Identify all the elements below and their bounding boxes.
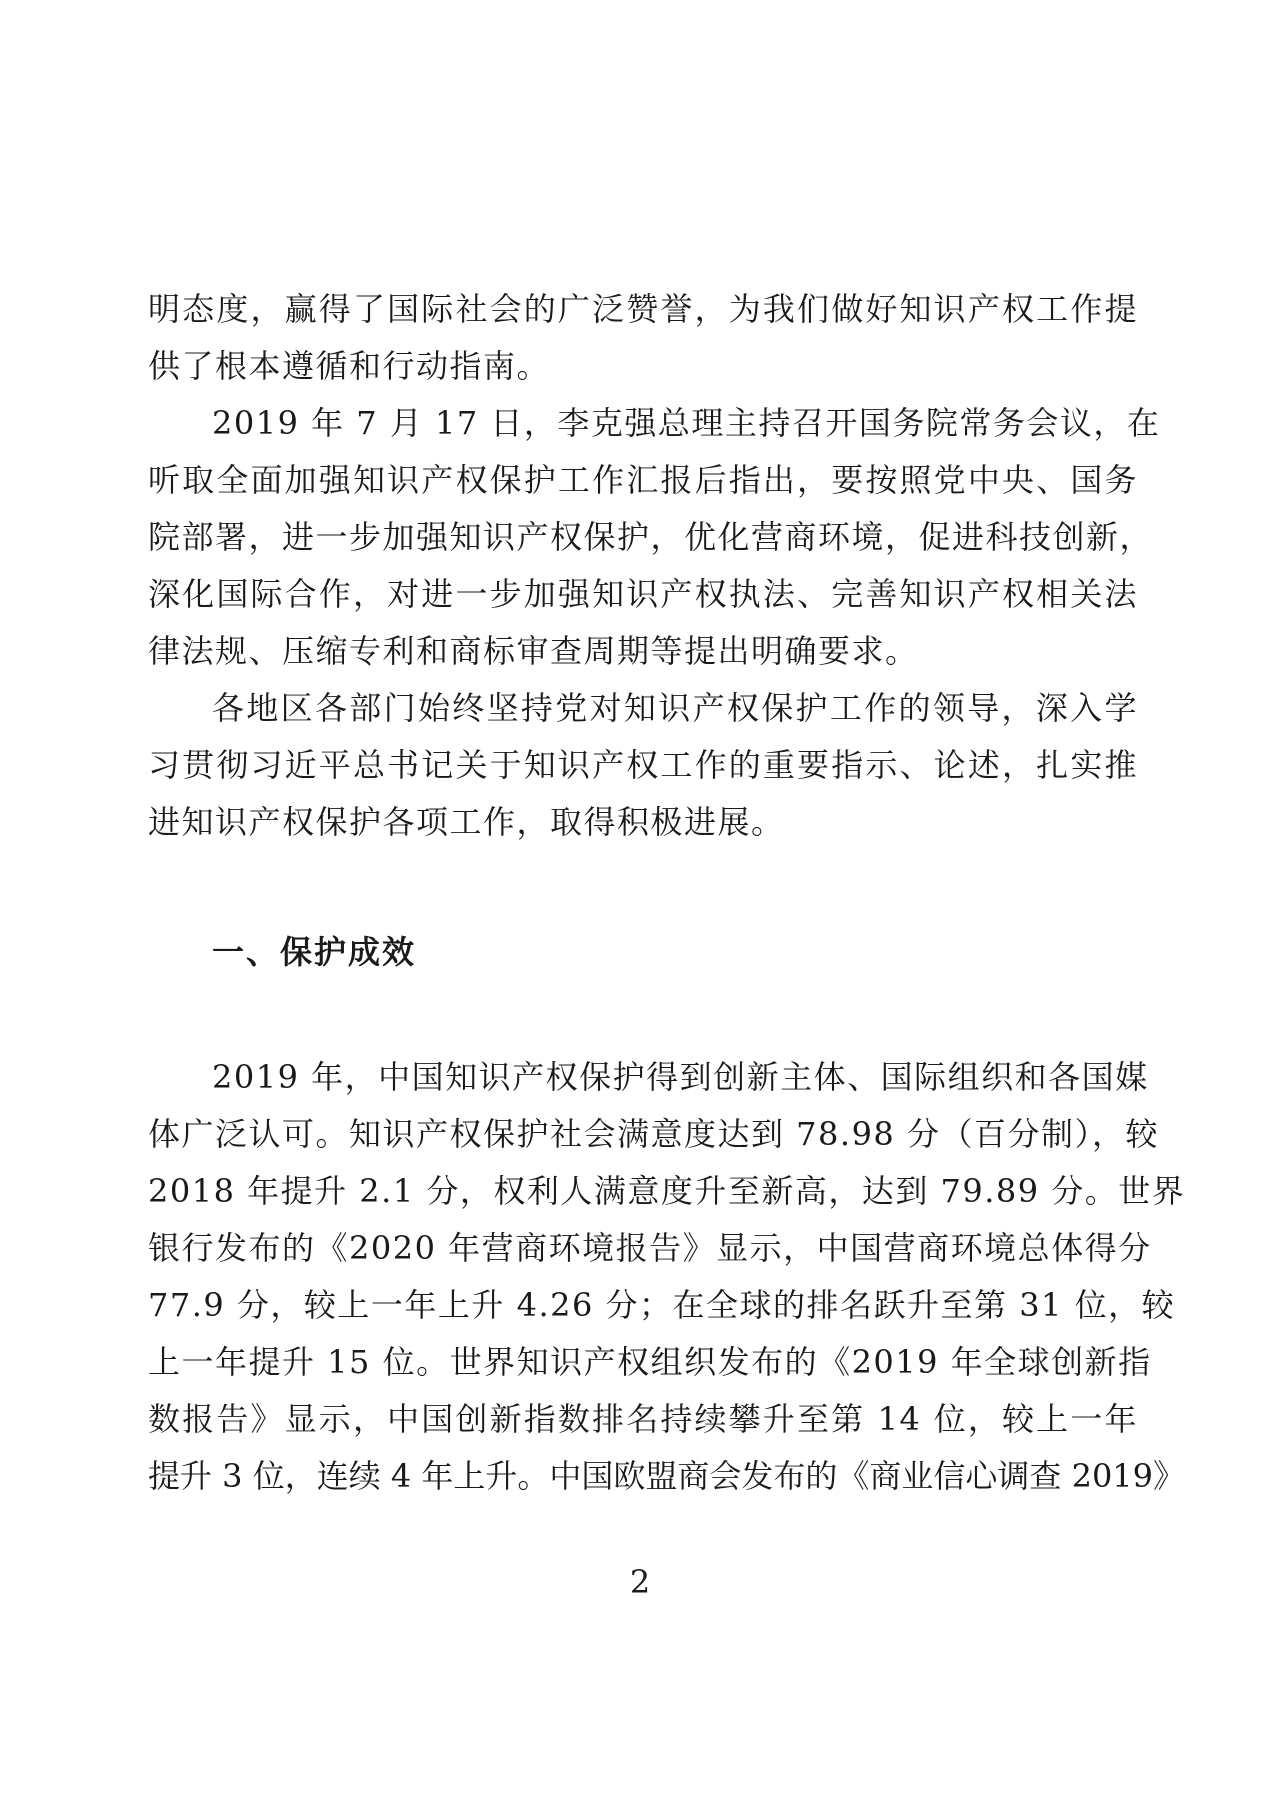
paragraph-line: 各地区各部门始终坚持党对知识产权保护工作的领导，深入学: [212, 689, 1138, 727]
paragraph-line: 深化国际合作，对进一步加强知识产权执法、完善知识产权相关法: [148, 575, 1138, 613]
paragraph-line: 习贯彻习近平总书记关于知识产权工作的重要指示、论述，扎实推: [148, 746, 1138, 784]
paragraph-line: 听取全面加强知识产权保护工作汇报后指出，要按照党中央、国务: [148, 461, 1138, 499]
paragraph-line: 供了根本遵循和行动指南。: [148, 347, 551, 385]
section-heading: 一、保护成效: [212, 933, 417, 971]
paragraph-line: 数报告》显示，中国创新指数排名持续攀升至第 14 位，较上一年: [148, 1400, 1138, 1438]
paragraph-line: 明态度，赢得了国际社会的广泛赞誉，为我们做好知识产权工作提: [148, 290, 1138, 328]
paragraph-line: 上一年提升 15 位。世界知识产权组织发布的《2019 年全球创新指: [148, 1343, 1152, 1381]
paragraph-line: 进知识产权保护各项工作，取得积极进展。: [148, 803, 785, 841]
paragraph-line: 77.9 分，较上一年上升 4.26 分；在全球的排名跃升至第 31 位，较: [148, 1286, 1176, 1324]
page-number: 2: [629, 1563, 651, 1601]
paragraph-line: 银行发布的《2020 年营商环境报告》显示，中国营商环境总体得分: [148, 1229, 1152, 1267]
paragraph-line: 2019 年，中国知识产权保护得到创新主体、国际组织和各国媒: [212, 1058, 1149, 1096]
paragraph-line: 2019 年 7 月 17 日，李克强总理主持召开国务院常务会议，在: [212, 404, 1161, 442]
paragraph-line: 提升 3 位，连续 4 年上升。中国欧盟商会发布的《商业信心调查 2019》: [148, 1457, 1186, 1495]
paragraph-line: 2018 年提升 2.1 分，权利人满意度升至新高，达到 79.89 分。世界: [148, 1172, 1186, 1210]
paragraph-line: 律法规、压缩专利和商标审查周期等提出明确要求。: [148, 632, 919, 670]
paragraph-line: 院部署，进一步加强知识产权保护，优化营商环境，促进科技创新，: [148, 518, 1154, 556]
paragraph-line: 体广泛认可。知识产权保护社会满意度达到 78.98 分（百分制），较: [148, 1115, 1159, 1153]
